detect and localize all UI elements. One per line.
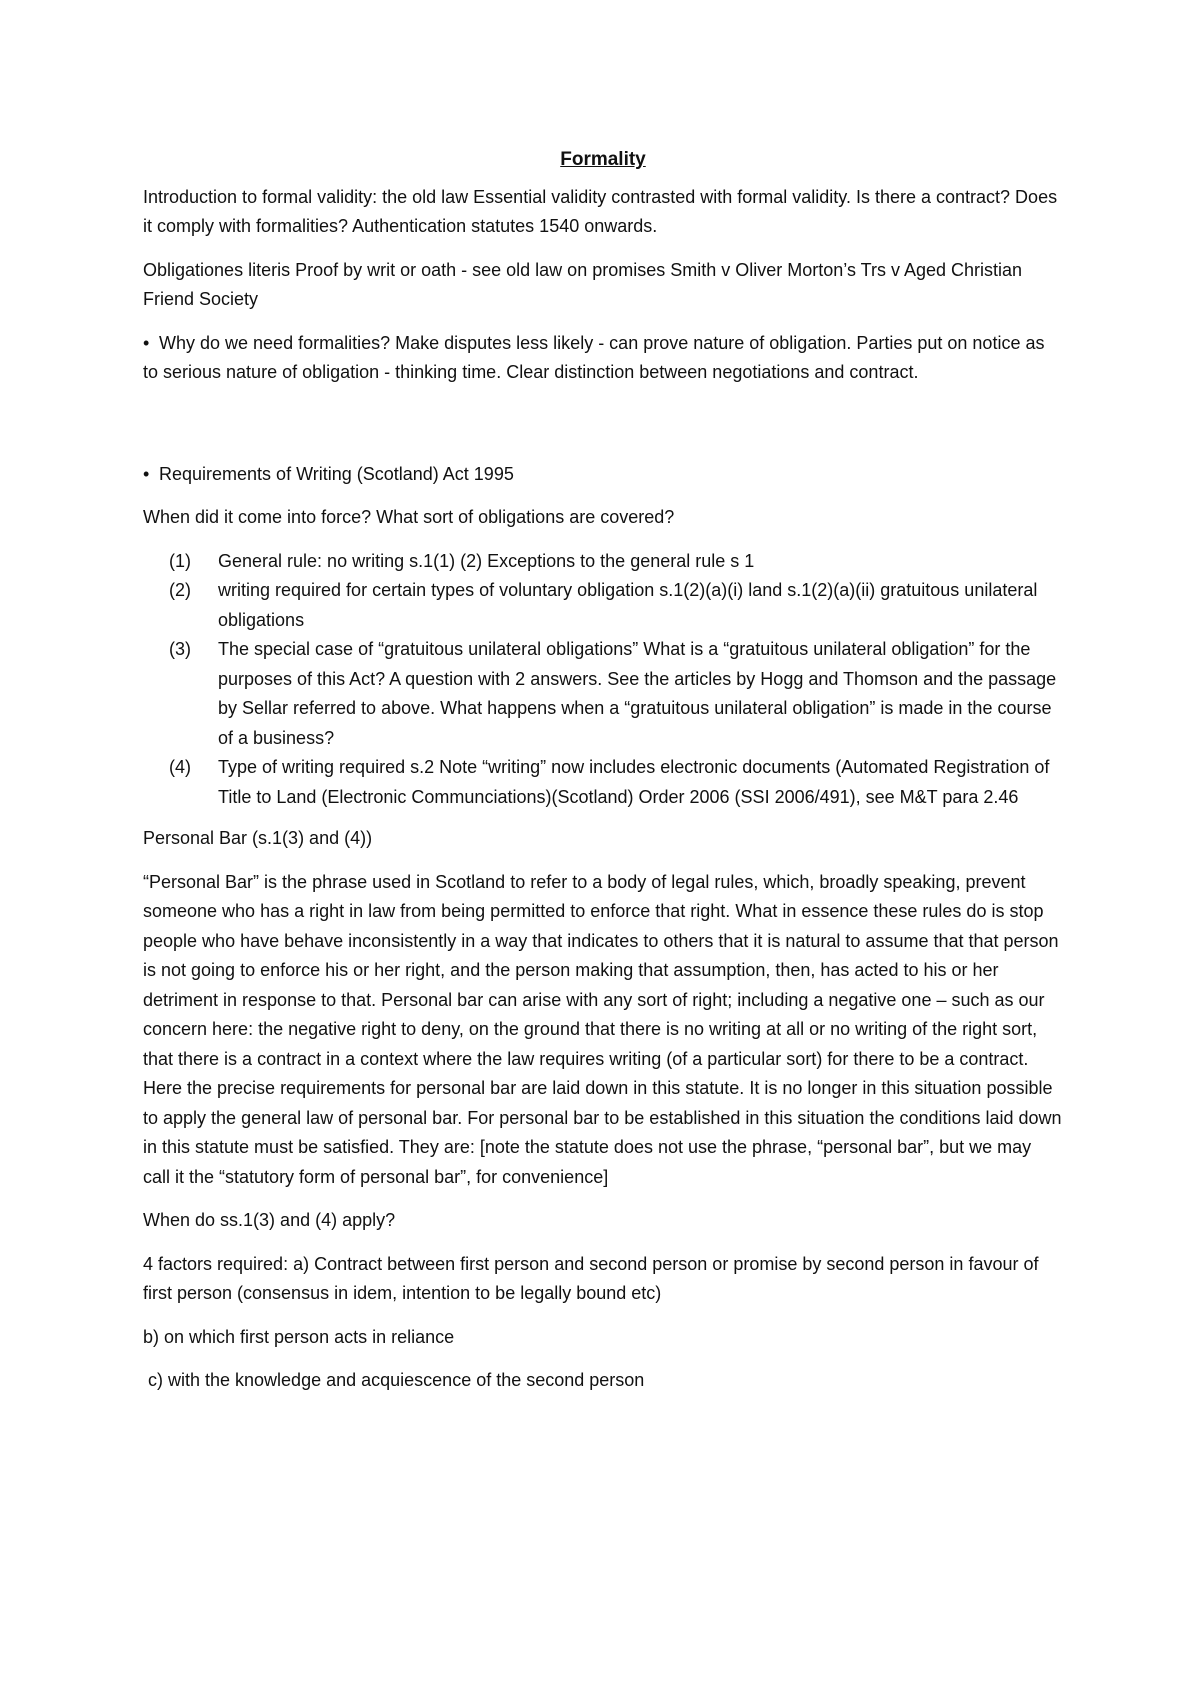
document-page (143, 145, 1063, 1410)
numbered-list (143, 547, 1063, 813)
personal-bar-paragraph: “Personal Bar” is the phrase used in Scotland to refer to a body of legal rules, which, broadly speaking, prevent someone who has a right in law from being permitted to enforce that right. What in essence these rules do is stop people who have behave inconsistently in a way that indicates to others that it is natural to assume that that person is not going to enforce his or her right, and the person making that assumption, then, has acted to his or her detriment in response to that. Personal bar can arise with any sort of right; including a negative one – such as our concern here: the negative right to deny, on the ground that there is no writing at all or no writing of the right sort, that there is a contract in a context where the law requires writing (of a particular sort) for there to be a contract. Here the precise requirements for personal bar are laid down in this statute. It is no longer in this situation possible to apply the general law of personal bar. For personal bar to be established in this situation the conditions laid down in this statute must be satisfied. They are: [note the statute does not use the phrase, “personal bar”, but we may call it the “statutory form of personal bar”, for convenience] (143, 871, 1062, 1187)
bullet-icon: • (143, 463, 150, 484)
factor-c: c) with the knowledge and acquiescence of the second person (148, 1370, 645, 1390)
list-item-number: (4) (169, 757, 191, 777)
requirements-heading (143, 460, 1063, 490)
document-title: Formality (560, 149, 646, 170)
list-item (143, 635, 1063, 753)
list-item-number: (3) (169, 639, 191, 659)
why-formalities-paragraph (143, 329, 1063, 388)
obligationes-paragraph: Obligationes literis Proof by writ or oath - see old law on promises Smith v Oliver Morton’s Trs v Aged Christian Friend Society (143, 259, 1023, 309)
list-item-text: Type of writing required s.2 Note “writing” now includes electronic documents (Automated Registration of Title to Land (Electronic Communciations)(Scotland) Order 2006 (SSI 2006/491), see M&T para 2.46 (218, 757, 1050, 807)
list-item-text: The special case of “gratuitous unilateral obligations” What is a “gratuitous unilateral obligation” for the purposes of this Act? A question with 2 answers. See the articles by Hogg and Thomson and the passage by Sellar referred to above. What happens when a “gratuitous unilateral obligation” is made in the course of a business? (218, 639, 1057, 748)
when-apply-question: When do ss.1(3) and (4) apply? (143, 1210, 396, 1230)
list-item-number: (1) (169, 550, 191, 571)
when-question: When did it come into force? What sort of obligations are covered? (143, 507, 675, 527)
bullet-icon: • (143, 332, 150, 353)
requirements-heading-text: Requirements of Writing (Scotland) Act 1995 (159, 463, 514, 484)
blank-space (143, 402, 1063, 460)
list-item (143, 753, 1063, 812)
list-item (143, 547, 1063, 577)
list-item (143, 576, 1063, 635)
why-formalities-text: Why do we need formalities? Make disputes less likely - can prove nature of obligation. Parties put on notice as to serious nature of obligation - thinking time. Clear distinction between negotiations and contract. (143, 332, 1045, 382)
list-item-number: (2) (169, 580, 191, 600)
factors-paragraph: 4 factors required: a) Contract between first person and second person or promise by second person in favour of first person (consensus in idem, intention to be legally bound etc) (143, 1253, 1039, 1303)
intro-paragraph: Introduction to formal validity: the old law Essential validity contrasted with formal validity. Is there a contract? Does it comply with formalities? Authentication statutes 1540 onwards. (143, 186, 1058, 236)
list-item-text: General rule: no writing s.1(1) (2) Exceptions to the general rule s 1 (218, 550, 755, 571)
personal-bar-heading: Personal Bar (s.1(3) and (4)) (143, 828, 373, 848)
factor-b: b) on which first person acts in reliance (143, 1326, 455, 1347)
list-item-text: writing required for certain types of voluntary obligation s.1(2)(a)(i) land s.1(2)(a)(ii) gratuitous unilateral obligations (218, 580, 1038, 630)
